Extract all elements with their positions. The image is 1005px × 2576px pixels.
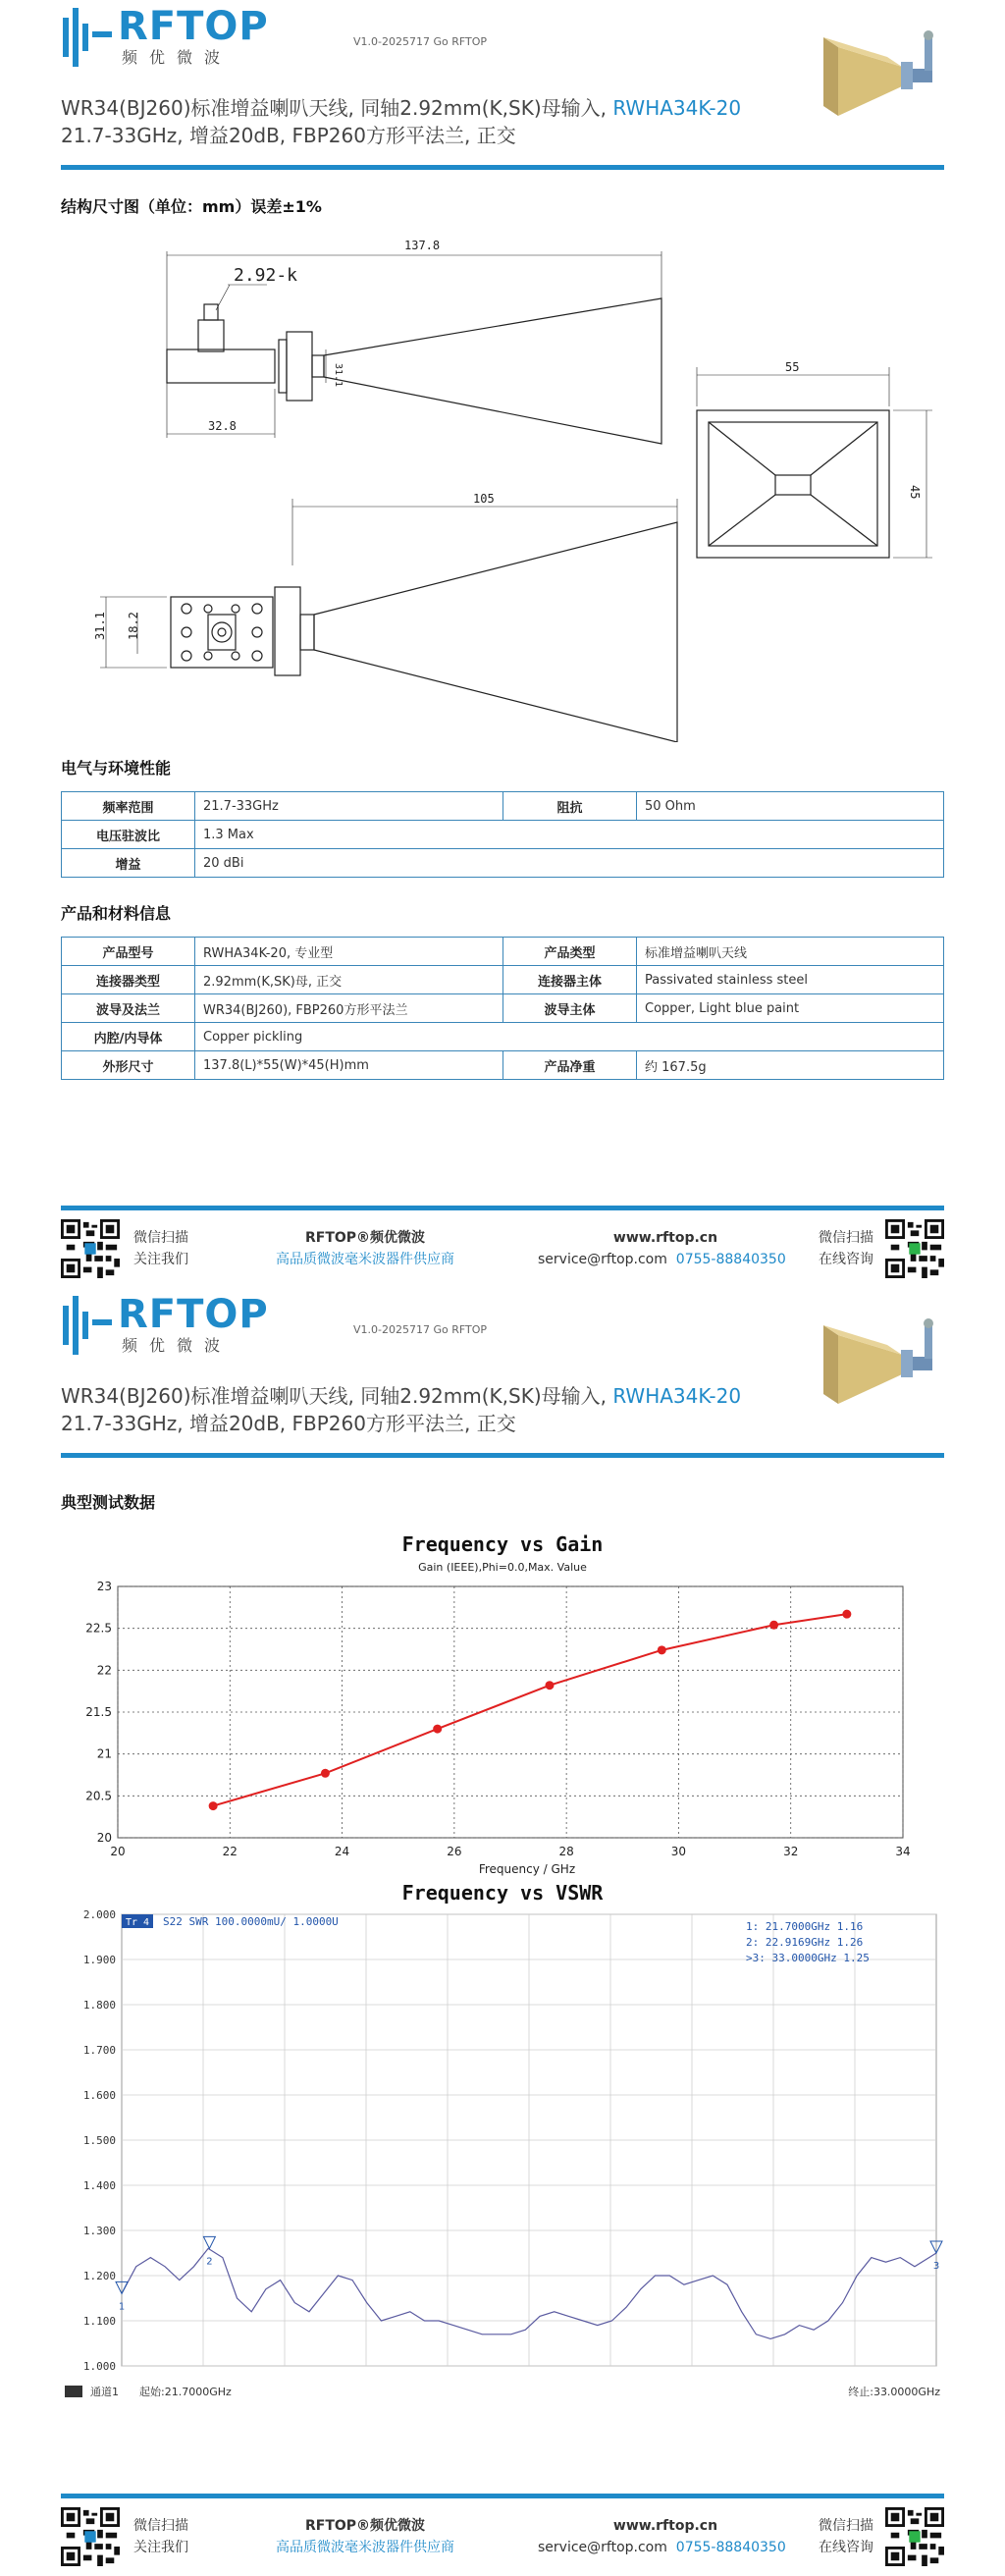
email-link[interactable]: service@rftop.com <box>538 1252 667 1267</box>
table-value: WR34(BJ260), FBP260方形平法兰 <box>195 994 503 1023</box>
y-tick-label: 1.800 <box>82 1999 116 2012</box>
table-key: 电压驻波比 <box>62 821 195 849</box>
logo-subtitle: 频优微波 <box>122 1336 233 1355</box>
y-tick-label: 22 <box>96 1663 112 1678</box>
chart-subtitle: Gain (IEEE),Phi=0.0,Max. Value <box>418 1561 587 1574</box>
x-tick-label: 20 <box>110 1845 126 1858</box>
y-tick-label: 23 <box>96 1580 112 1593</box>
footer-divider <box>61 1206 944 1210</box>
dim-side-a: 31.1 <box>93 612 107 640</box>
y-tick-label: 1.500 <box>82 2134 116 2147</box>
dim-height: 45 <box>908 485 922 500</box>
channel-badge[interactable] <box>65 2386 82 2397</box>
brand-name: RFTOP®频优微波 <box>304 2518 426 2534</box>
table-key: 连接器类型 <box>62 966 195 994</box>
header-divider <box>61 165 944 170</box>
table-value: RWHA34K-20, 专业型 <box>195 938 503 966</box>
table-key: 外形尺寸 <box>62 1051 195 1080</box>
x-tick-label: 22 <box>222 1845 238 1858</box>
table-value: 1.3 Max <box>195 821 944 849</box>
follow-us-label: 关注我们 <box>133 2540 188 2555</box>
title-prefix: WR34(BJ260)标准增益喇叭天线, 同轴2.92mm(K,SK)母输入, <box>61 96 613 120</box>
table-row <box>62 1051 944 1080</box>
table-value: 标准增益喇叭天线 <box>637 938 944 966</box>
y-tick-label: 1.400 <box>82 2179 116 2192</box>
table-key: 增益 <box>62 849 195 878</box>
x-tick-label: 34 <box>895 1845 911 1858</box>
marker-readout: 1: 21.7000GHz 1.16 <box>746 1920 864 1933</box>
table-key: 产品净重 <box>503 1051 637 1080</box>
y-tick-label: 21.5 <box>85 1705 112 1719</box>
table-key: 频率范围 <box>62 792 195 821</box>
start-frequency-label: 起始:21.7000GHz <box>139 2386 232 2398</box>
horn-antenna-image <box>819 1306 946 1414</box>
x-axis-label: Frequency / GHz <box>478 1862 576 1876</box>
test-section-title: 典型测试数据 <box>61 1493 156 1512</box>
x-tick-label: 26 <box>447 1845 462 1858</box>
online-consult-label: 在线咨询 <box>819 2540 873 2555</box>
logo-text: RFTOP <box>118 4 269 49</box>
marker-readout: >3: 33.0000GHz 1.25 <box>746 1952 870 1964</box>
drawing-section-title: 结构尺寸图（单位：mm）误差±1% <box>61 197 322 216</box>
version-label: V1.0-2025717 Go RFTOP <box>353 1323 488 1336</box>
y-tick-label: 1.700 <box>82 2044 116 2057</box>
gain-data-point <box>433 1725 442 1734</box>
product-title <box>61 1382 807 1437</box>
product-title <box>61 94 807 149</box>
table-row <box>62 821 944 849</box>
product-section-title: 产品和材料信息 <box>61 904 172 923</box>
marker-label: 1 <box>118 2301 126 2313</box>
y-tick-label: 1.300 <box>82 2225 116 2237</box>
footer-wechat-right <box>819 2515 873 2558</box>
logo-mark-icon <box>61 6 116 69</box>
table-value: 约 167.5g <box>637 1051 944 1080</box>
channel-label: 通道1 <box>90 2386 119 2398</box>
table-value: 50 Ohm <box>637 792 944 821</box>
website-link[interactable]: www.rftop.cn <box>612 1230 718 1246</box>
logo-subtitle: 频优微波 <box>122 48 233 67</box>
wechat-scan-label: 微信扫描 <box>133 1230 188 1246</box>
y-tick-label: 2.000 <box>82 1908 116 1921</box>
brand-name: RFTOP®频优微波 <box>304 1230 426 1246</box>
gain-data-point <box>769 1621 778 1630</box>
stop-frequency-label: 终止:33.0000GHz <box>848 2386 940 2398</box>
table-row <box>62 994 944 1023</box>
footer <box>61 2505 944 2574</box>
table-key: 产品类型 <box>503 938 637 966</box>
electrical-section-title: 电气与环境性能 <box>61 759 172 778</box>
dim-flange-height: 31.1 <box>333 363 344 388</box>
footer-contact <box>538 2515 793 2558</box>
footer-wechat-left <box>133 2515 188 2558</box>
qr-code-icon[interactable] <box>61 2507 120 2566</box>
chart-title: Frequency vs Gain <box>401 1532 604 1556</box>
y-tick-label: 20 <box>96 1831 112 1845</box>
marker-label: 2 <box>206 2256 213 2268</box>
footer-brand <box>257 2515 473 2558</box>
title-model: RWHA34K-20 <box>612 96 742 120</box>
footer-contact <box>538 1227 793 1270</box>
qr-code-icon[interactable] <box>885 1219 944 1278</box>
table-row <box>62 966 944 994</box>
electrical-table <box>61 791 944 878</box>
dim-waveguide-length: 32.8 <box>208 419 237 433</box>
marker-label: 3 <box>932 2261 940 2272</box>
table-row <box>62 792 944 821</box>
footer-divider <box>61 2494 944 2498</box>
footer-brand <box>257 1227 473 1270</box>
title-line2: 21.7-33GHz, 增益20dB, FBP260方形平法兰, 正交 <box>61 124 516 147</box>
title-line2: 21.7-33GHz, 增益20dB, FBP260方形平法兰, 正交 <box>61 1412 516 1435</box>
horn-antenna-image <box>819 18 946 126</box>
chart-title: Frequency vs VSWR <box>401 1881 604 1905</box>
y-tick-label: 1.600 <box>82 2089 116 2102</box>
dim-side-b: 18.2 <box>127 612 140 640</box>
email-link[interactable]: service@rftop.com <box>538 2540 667 2555</box>
logo <box>61 2 267 71</box>
table-row <box>62 1023 944 1051</box>
dim-total-length: 137.8 <box>404 239 441 252</box>
y-tick-label: 21 <box>96 1746 112 1761</box>
table-value: 20 dBi <box>195 849 944 878</box>
table-value: 21.7-33GHz <box>195 792 503 821</box>
gain-data-point <box>658 1645 666 1654</box>
mechanical-drawing <box>61 222 944 742</box>
title-model: RWHA34K-20 <box>612 1384 742 1408</box>
y-tick-label: 20.5 <box>85 1789 112 1803</box>
brand-subtitle: 高品质微波毫米波器件供应商 <box>276 1252 454 1267</box>
gain-data-point <box>842 1610 851 1619</box>
y-tick-label: 1.000 <box>82 2360 116 2373</box>
wechat-scan-label: 微信扫描 <box>819 1230 873 1246</box>
gain-data-point <box>546 1681 555 1690</box>
table-value: Passivated stainless steel <box>637 966 944 994</box>
x-tick-label: 30 <box>670 1845 687 1858</box>
vswr-chart-container <box>61 1881 944 2423</box>
x-tick-label: 28 <box>558 1845 574 1858</box>
footer <box>61 1217 944 1286</box>
table-key: 内腔/内导体 <box>62 1023 195 1051</box>
phone-number: 0755-88840350 <box>675 1252 786 1267</box>
y-tick-label: 1.900 <box>82 1954 116 1966</box>
x-tick-label: 32 <box>783 1845 799 1858</box>
qr-code-icon[interactable] <box>885 2507 944 2566</box>
table-key: 波导及法兰 <box>62 994 195 1023</box>
table-row <box>62 938 944 966</box>
qr-code-icon[interactable] <box>61 1219 120 1278</box>
table-key: 波导主体 <box>503 994 637 1023</box>
product-table <box>61 937 944 1080</box>
brand-subtitle: 高品质微波毫米波器件供应商 <box>276 2540 454 2555</box>
x-tick-label: 24 <box>334 1845 350 1858</box>
trace-label: Tr 4 <box>126 1917 150 1928</box>
y-tick-label: 1.200 <box>82 2270 116 2282</box>
gain-data-point <box>209 1801 218 1810</box>
footer-wechat-right <box>819 1227 873 1270</box>
wechat-scan-label: 微信扫描 <box>819 2518 873 2534</box>
vswr-chart <box>61 1908 944 2419</box>
table-key: 产品型号 <box>62 938 195 966</box>
table-value: 2.92mm(K,SK)母, 正交 <box>195 966 503 994</box>
follow-us-label: 关注我们 <box>133 1252 188 1267</box>
phone-number: 0755-88840350 <box>675 2540 786 2555</box>
dim-horn-length: 105 <box>473 492 495 506</box>
table-value: Copper, Light blue paint <box>637 994 944 1023</box>
table-key: 连接器主体 <box>503 966 637 994</box>
website-link[interactable]: www.rftop.cn <box>612 2518 718 2534</box>
dim-connector: 2.92-k <box>234 265 298 286</box>
header-divider <box>61 1453 944 1458</box>
y-tick-label: 22.5 <box>85 1621 112 1636</box>
logo-text: RFTOP <box>118 1292 269 1337</box>
footer-wechat-left <box>133 1227 188 1270</box>
logo-mark-icon <box>61 1294 116 1357</box>
y-tick-label: 1.100 <box>82 2315 116 2328</box>
online-consult-label: 在线咨询 <box>819 1252 873 1267</box>
title-prefix: WR34(BJ260)标准增益喇叭天线, 同轴2.92mm(K,SK)母输入, <box>61 1384 613 1408</box>
table-value: Copper pickling <box>195 1023 944 1051</box>
gain-data-point <box>321 1769 330 1778</box>
dim-width: 55 <box>785 360 800 374</box>
page-2 <box>0 1288 1005 2576</box>
table-row <box>62 849 944 878</box>
trace-header: S22 SWR 100.0000mU/ 1.0000U <box>163 1915 339 1928</box>
marker-readout: 2: 22.9169GHz 1.26 <box>746 1936 864 1949</box>
wechat-scan-label: 微信扫描 <box>133 2518 188 2534</box>
table-key: 阻抗 <box>503 792 637 821</box>
table-value: 137.8(L)*55(W)*45(H)mm <box>195 1051 503 1080</box>
gain-chart <box>61 1528 944 1881</box>
version-label: V1.0-2025717 Go RFTOP <box>353 35 488 48</box>
logo <box>61 1290 267 1359</box>
